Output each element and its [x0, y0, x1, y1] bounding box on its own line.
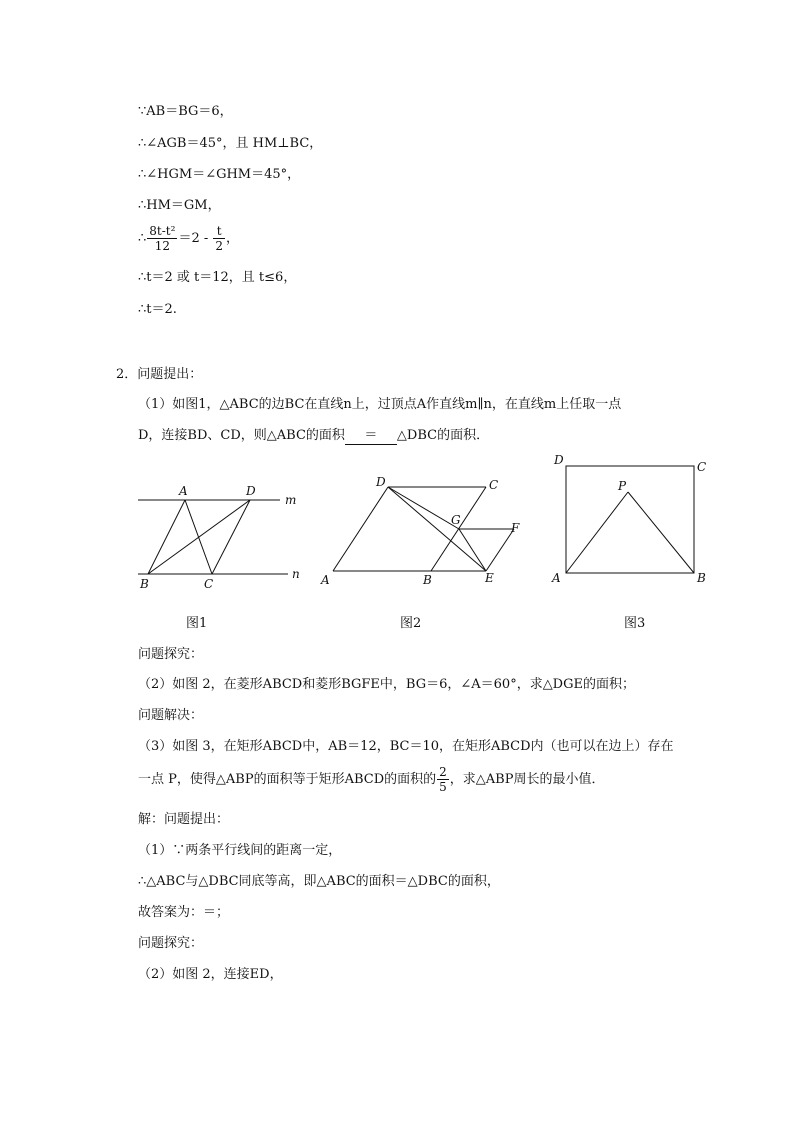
- q2-part3-line1: （3）如图 3，在矩形ABCD中，AB＝12，BC＝10，在矩形ABCD内（也可以在边上）存在: [138, 739, 674, 754]
- line-5-prefix: ∴: [138, 231, 147, 246]
- q2-part3-line2: [138, 764, 604, 796]
- figure-3: [550, 452, 720, 592]
- line-4: ∴HM＝GM，: [138, 198, 221, 213]
- fig2-label-E: E: [485, 571, 494, 585]
- q2-part1-line1: （1）如图1，△ABC的边BC在直线n上，过顶点A作直线m∥n，在直线m上任取一点: [138, 397, 622, 412]
- answer-line-2: ∴△ABC与△DBC同底等高，即△ABC的面积＝△DBC的面积，: [138, 874, 500, 889]
- fraction-1: [147, 224, 177, 253]
- q2-part1-pre: D，连接BD、CD，则△ABC的面积: [138, 428, 345, 443]
- fig3-rectangle-ABCD: [566, 466, 694, 573]
- fig1-caption: 图1: [186, 616, 208, 631]
- line-7: ∴t＝2.: [138, 302, 177, 317]
- fraction-1-den: 12: [154, 239, 170, 253]
- fig1-label-D: D: [246, 484, 256, 498]
- fig3-label-P: P: [618, 479, 627, 493]
- line-6: ∴t＝2 或 t＝12，且 t≤6，: [138, 270, 297, 285]
- fig3-seg-PB: [628, 492, 694, 573]
- fraction-2: [213, 224, 225, 253]
- answer-line-1: （1）∵两条平行线间的距离一定，: [138, 843, 342, 858]
- fig2-label-C: C: [489, 478, 499, 492]
- fig2-seg-GE: [459, 529, 486, 571]
- answer-explore-heading: 问题探究：: [138, 936, 204, 951]
- line-5-suffix: ，: [226, 231, 240, 246]
- fig1-label-m: m: [285, 493, 297, 507]
- fraction-3-num: 2: [439, 765, 447, 779]
- fig2-label-B: B: [423, 573, 432, 587]
- fig1-seg-DB: [148, 500, 250, 574]
- q2-part1-post: △DBC的面积．: [396, 428, 490, 443]
- fig2-seg-FE: [486, 529, 514, 571]
- fig3-label-D: D: [554, 453, 564, 467]
- fraction-1-num: 8t-t²: [149, 224, 176, 238]
- fig2-label-G: G: [451, 513, 461, 527]
- q2-part3-pre: 一点 P，使得△ABP的面积等于矩形ABCD的面积的: [138, 772, 437, 787]
- q2-part3-post: ，求△ABP周长的最小值．: [449, 772, 605, 787]
- line-5: [138, 224, 239, 254]
- fig3-caption: 图3: [624, 616, 646, 631]
- line-2: ∴∠AGB＝45°，且 HM⊥BC，: [138, 136, 323, 151]
- fraction-2-den: 2: [215, 239, 224, 253]
- fig1-label-B: B: [140, 577, 149, 591]
- answer-blank: ＝: [345, 428, 397, 445]
- solve-heading: 问题解决：: [138, 708, 204, 723]
- fig3-seg-AP: [566, 492, 628, 573]
- fig1-label-A: A: [179, 484, 188, 498]
- fig3-label-A: A: [552, 571, 561, 585]
- figure-1: [130, 480, 310, 595]
- fig2-seg-AD: [333, 487, 388, 571]
- fig1-seg-DC: [212, 500, 250, 574]
- fig1-label-C: C: [204, 577, 214, 591]
- fig1-label-n: n: [292, 567, 300, 581]
- fig3-label-B: B: [697, 571, 706, 585]
- fig2-label-D: D: [376, 475, 386, 489]
- answer-line-3: 故答案为：＝；: [138, 905, 230, 920]
- question-2-title: 2．问题提出：: [116, 367, 203, 382]
- fraction-3: [437, 765, 449, 794]
- line-1: ∵AB＝BG＝6，: [138, 104, 233, 119]
- fig1-seg-AB: [148, 500, 185, 574]
- line-3: ∴∠HGM＝∠GHM＝45°，: [138, 167, 301, 182]
- fig2-seg-DG: [388, 487, 459, 529]
- answer-line-4: （2）如图 2，连接ED，: [138, 967, 283, 982]
- fig2-caption: 图2: [400, 616, 422, 631]
- q2-part1-line2: [138, 428, 489, 445]
- fig2-label-A: A: [321, 573, 330, 587]
- line-5-mid: ＝2 -: [178, 231, 213, 246]
- fraction-2-num: t: [213, 224, 225, 239]
- answer-heading: 解：问题提出：: [138, 812, 230, 827]
- figure-2: [318, 470, 528, 595]
- fig3-label-C: C: [697, 460, 707, 474]
- explore-heading: 问题探究：: [138, 647, 204, 662]
- q2-part2: （2）如图 2，在菱形ABCD和菱形BGFE中，BG＝6，∠A＝60°，求△DGE的面积；: [138, 677, 635, 692]
- fraction-3-den: 5: [439, 780, 447, 794]
- fig2-label-F: F: [511, 521, 520, 535]
